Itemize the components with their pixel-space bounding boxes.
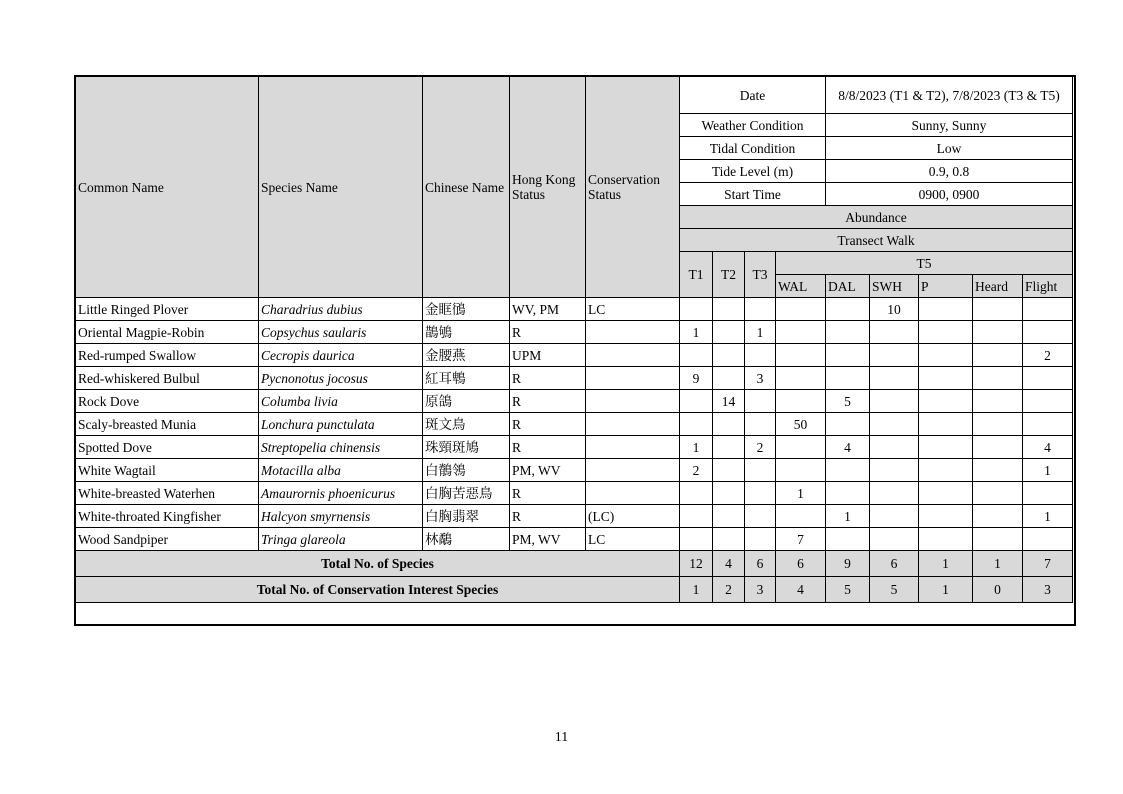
conservation-status-cell: [586, 413, 680, 436]
p-count-cell: [919, 344, 973, 367]
conservation-status-cell: (LC): [586, 505, 680, 528]
chinese-name-cell: 斑文鳥: [423, 413, 510, 436]
conservation-status-cell: [586, 482, 680, 505]
dal-total-cell: 9: [826, 551, 870, 577]
flight-count-cell: 1: [1023, 505, 1073, 528]
table-row: [76, 505, 1073, 528]
hk-status-cell: R: [510, 321, 586, 344]
heard-count-cell: [973, 528, 1023, 551]
common-name-cell: Little Ringed Plover: [76, 298, 259, 321]
t1-total-cell: 12: [680, 551, 713, 577]
heard-header: Heard: [973, 275, 1023, 298]
tidal-label: Tidal Condition: [680, 137, 826, 160]
dal-count-cell: [826, 482, 870, 505]
t3-count-cell: 1: [745, 321, 776, 344]
t3-count-cell: [745, 459, 776, 482]
species-name-cell: Pycnonotus jocosus: [259, 367, 423, 390]
t3-count-cell: [745, 505, 776, 528]
t1-header: T1: [680, 252, 713, 298]
chinese-name-cell: 白胸翡翠: [423, 505, 510, 528]
table-row: [76, 344, 1073, 367]
common-name-cell: Red-rumped Swallow: [76, 344, 259, 367]
t2-total-cell: 2: [713, 577, 745, 603]
hk-status-cell: UPM: [510, 344, 586, 367]
species-name-cell: Charadrius dubius: [259, 298, 423, 321]
table-row: [76, 321, 1073, 344]
flight-count-cell: [1023, 390, 1073, 413]
species-name-cell: Tringa glareola: [259, 528, 423, 551]
wal-count-cell: 50: [776, 413, 826, 436]
chinese-name-cell: 鵲鴝: [423, 321, 510, 344]
dal-count-cell: 5: [826, 390, 870, 413]
t1-count-cell: [680, 413, 713, 436]
table-row: [76, 390, 1073, 413]
p-count-cell: [919, 413, 973, 436]
table-row: [76, 459, 1073, 482]
chinese-name-cell: 金眶鴴: [423, 298, 510, 321]
totals-label: Total No. of Species: [76, 551, 680, 577]
dal-count-cell: [826, 413, 870, 436]
totals-row: [76, 551, 1073, 577]
swh-count-cell: 10: [870, 298, 919, 321]
wal-count-cell: [776, 367, 826, 390]
t1-total-cell: 1: [680, 577, 713, 603]
t2-count-cell: [713, 321, 745, 344]
common-name-cell: Red-whiskered Bulbul: [76, 367, 259, 390]
heard-count-cell: [973, 482, 1023, 505]
t2-count-cell: 14: [713, 390, 745, 413]
flight-count-cell: 4: [1023, 436, 1073, 459]
t2-count-cell: [713, 505, 745, 528]
t1-count-cell: [680, 505, 713, 528]
t2-count-cell: [713, 528, 745, 551]
hk-status-cell: R: [510, 367, 586, 390]
species-name-cell: Copsychus saularis: [259, 321, 423, 344]
common-name-cell: White-breasted Waterhen: [76, 482, 259, 505]
t1-count-cell: [680, 482, 713, 505]
p-count-cell: [919, 436, 973, 459]
dal-count-cell: 4: [826, 436, 870, 459]
t5-header: T5: [776, 252, 1073, 275]
t3-count-cell: [745, 298, 776, 321]
flight-count-cell: 1: [1023, 459, 1073, 482]
conservation-status-cell: [586, 390, 680, 413]
heard-count-cell: [973, 459, 1023, 482]
heard-count-cell: [973, 436, 1023, 459]
header-common-name: Common Name: [76, 77, 259, 298]
t1-count-cell: 1: [680, 436, 713, 459]
conservation-status-cell: [586, 367, 680, 390]
hk-status-cell: PM, WV: [510, 459, 586, 482]
wal-count-cell: [776, 505, 826, 528]
tidal-value: Low: [826, 137, 1073, 160]
swh-count-cell: [870, 482, 919, 505]
p-count-cell: [919, 505, 973, 528]
table-row: [76, 298, 1073, 321]
date-value: 8/8/2023 (T1 & T2), 7/8/2023 (T3 & T5): [826, 77, 1073, 114]
table-row: [76, 367, 1073, 390]
t3-total-cell: 3: [745, 577, 776, 603]
t2-header: T2: [713, 252, 745, 298]
wal-count-cell: [776, 459, 826, 482]
heard-count-cell: [973, 298, 1023, 321]
species-name-cell: Amaurornis phoenicurus: [259, 482, 423, 505]
chinese-name-cell: 珠頸斑鳩: [423, 436, 510, 459]
wal-count-cell: [776, 390, 826, 413]
t2-count-cell: [713, 413, 745, 436]
t1-count-cell: [680, 390, 713, 413]
conservation-status-cell: [586, 459, 680, 482]
table-row: [76, 528, 1073, 551]
start-time-label: Start Time: [680, 183, 826, 206]
tide-level-value: 0.9, 0.8: [826, 160, 1073, 183]
swh-total-cell: 6: [870, 551, 919, 577]
common-name-cell: Oriental Magpie-Robin: [76, 321, 259, 344]
common-name-cell: White-throated Kingfisher: [76, 505, 259, 528]
wal-total-cell: 6: [776, 551, 826, 577]
conservation-status-cell: LC: [586, 528, 680, 551]
dal-total-cell: 5: [826, 577, 870, 603]
hk-status-cell: R: [510, 413, 586, 436]
p-count-cell: [919, 528, 973, 551]
t1-count-cell: 1: [680, 321, 713, 344]
t1-count-cell: 2: [680, 459, 713, 482]
swh-total-cell: 5: [870, 577, 919, 603]
wal-count-cell: [776, 298, 826, 321]
heard-count-cell: [973, 413, 1023, 436]
table-row: [76, 413, 1073, 436]
dal-count-cell: [826, 367, 870, 390]
flight-count-cell: [1023, 528, 1073, 551]
t3-count-cell: [745, 390, 776, 413]
t2-count-cell: [713, 367, 745, 390]
heard-count-cell: [973, 390, 1023, 413]
totals-label: Total No. of Conservation Interest Species: [76, 577, 680, 603]
table-row: [76, 436, 1073, 459]
t1-count-cell: [680, 298, 713, 321]
species-name-cell: Halcyon smyrnensis: [259, 505, 423, 528]
conservation-status-cell: LC: [586, 298, 680, 321]
t3-total-cell: 6: [745, 551, 776, 577]
weather-label: Weather Condition: [680, 114, 826, 137]
p-count-cell: [919, 390, 973, 413]
wal-count-cell: [776, 436, 826, 459]
heard-total-cell: 0: [973, 577, 1023, 603]
swh-count-cell: [870, 528, 919, 551]
start-time-value: 0900, 0900: [826, 183, 1073, 206]
flight-count-cell: [1023, 321, 1073, 344]
swh-count-cell: [870, 367, 919, 390]
abundance-header: Abundance: [680, 206, 1073, 229]
flight-count-cell: 2: [1023, 344, 1073, 367]
t2-count-cell: [713, 459, 745, 482]
t2-count-cell: [713, 436, 745, 459]
chinese-name-cell: 原鴿: [423, 390, 510, 413]
header-hk-status: Hong Kong Status: [510, 77, 586, 298]
swh-count-cell: [870, 390, 919, 413]
chinese-name-cell: 白胸苦惡鳥: [423, 482, 510, 505]
t1-count-cell: [680, 344, 713, 367]
heard-total-cell: 1: [973, 551, 1023, 577]
swh-count-cell: [870, 505, 919, 528]
flight-count-cell: [1023, 367, 1073, 390]
p-count-cell: [919, 298, 973, 321]
swh-count-cell: [870, 321, 919, 344]
weather-value: Sunny, Sunny: [826, 114, 1073, 137]
chinese-name-cell: 紅耳鵯: [423, 367, 510, 390]
wal-count-cell: [776, 321, 826, 344]
t2-count-cell: [713, 482, 745, 505]
wal-total-cell: 4: [776, 577, 826, 603]
dal-count-cell: [826, 528, 870, 551]
species-name-cell: Lonchura punctulata: [259, 413, 423, 436]
heard-count-cell: [973, 344, 1023, 367]
heard-count-cell: [973, 505, 1023, 528]
hk-status-cell: R: [510, 436, 586, 459]
transect-walk-header: Transect Walk: [680, 229, 1073, 252]
flight-count-cell: [1023, 298, 1073, 321]
swh-count-cell: [870, 459, 919, 482]
common-name-cell: Rock Dove: [76, 390, 259, 413]
chinese-name-cell: 白鶺鴒: [423, 459, 510, 482]
swh-count-cell: [870, 413, 919, 436]
t1-count-cell: [680, 528, 713, 551]
flight-header: Flight: [1023, 275, 1073, 298]
hk-status-cell: R: [510, 482, 586, 505]
hk-status-cell: R: [510, 505, 586, 528]
species-name-cell: Columba livia: [259, 390, 423, 413]
t3-count-cell: [745, 413, 776, 436]
hk-status-cell: WV, PM: [510, 298, 586, 321]
wal-count-cell: [776, 344, 826, 367]
header-chinese-name: Chinese Name: [423, 77, 510, 298]
p-total-cell: 1: [919, 577, 973, 603]
species-name-cell: Streptopelia chinensis: [259, 436, 423, 459]
dal-count-cell: [826, 321, 870, 344]
flight-count-cell: [1023, 482, 1073, 505]
t2-total-cell: 4: [713, 551, 745, 577]
swh-header: SWH: [870, 275, 919, 298]
totals-row: [76, 577, 1073, 603]
swh-count-cell: [870, 344, 919, 367]
wal-count-cell: 7: [776, 528, 826, 551]
t3-count-cell: [745, 344, 776, 367]
common-name-cell: Wood Sandpiper: [76, 528, 259, 551]
dal-count-cell: 1: [826, 505, 870, 528]
t3-count-cell: [745, 528, 776, 551]
date-label: Date: [680, 77, 826, 114]
hk-status-cell: PM, WV: [510, 528, 586, 551]
conservation-status-cell: [586, 321, 680, 344]
wal-count-cell: 1: [776, 482, 826, 505]
t3-count-cell: 2: [745, 436, 776, 459]
p-header: P: [919, 275, 973, 298]
p-count-cell: [919, 321, 973, 344]
dal-count-cell: [826, 459, 870, 482]
t1-count-cell: 9: [680, 367, 713, 390]
t3-count-cell: [745, 482, 776, 505]
header-species-name: Species Name: [259, 77, 423, 298]
p-count-cell: [919, 482, 973, 505]
tide-level-label: Tide Level (m): [680, 160, 826, 183]
common-name-cell: Scaly-breasted Munia: [76, 413, 259, 436]
flight-total-cell: 7: [1023, 551, 1073, 577]
wal-header: WAL: [776, 275, 826, 298]
table-row: [76, 482, 1073, 505]
t3-header: T3: [745, 252, 776, 298]
header-conservation-status: Conservation Status: [586, 77, 680, 298]
page-number: 11: [554, 730, 569, 745]
dal-header: DAL: [826, 275, 870, 298]
common-name-cell: White Wagtail: [76, 459, 259, 482]
p-total-cell: 1: [919, 551, 973, 577]
flight-count-cell: [1023, 413, 1073, 436]
hk-status-cell: R: [510, 390, 586, 413]
t3-count-cell: 3: [745, 367, 776, 390]
heard-count-cell: [973, 367, 1023, 390]
species-name-cell: Motacilla alba: [259, 459, 423, 482]
chinese-name-cell: 林鷸: [423, 528, 510, 551]
dal-count-cell: [826, 298, 870, 321]
common-name-cell: Spotted Dove: [76, 436, 259, 459]
swh-count-cell: [870, 436, 919, 459]
chinese-name-cell: 金腰燕: [423, 344, 510, 367]
species-name-cell: Cecropis daurica: [259, 344, 423, 367]
species-table: [75, 76, 1073, 603]
t2-count-cell: [713, 344, 745, 367]
heard-count-cell: [973, 321, 1023, 344]
p-count-cell: [919, 367, 973, 390]
conservation-status-cell: [586, 436, 680, 459]
dal-count-cell: [826, 344, 870, 367]
p-count-cell: [919, 459, 973, 482]
t2-count-cell: [713, 298, 745, 321]
flight-total-cell: 3: [1023, 577, 1073, 603]
conservation-status-cell: [586, 344, 680, 367]
